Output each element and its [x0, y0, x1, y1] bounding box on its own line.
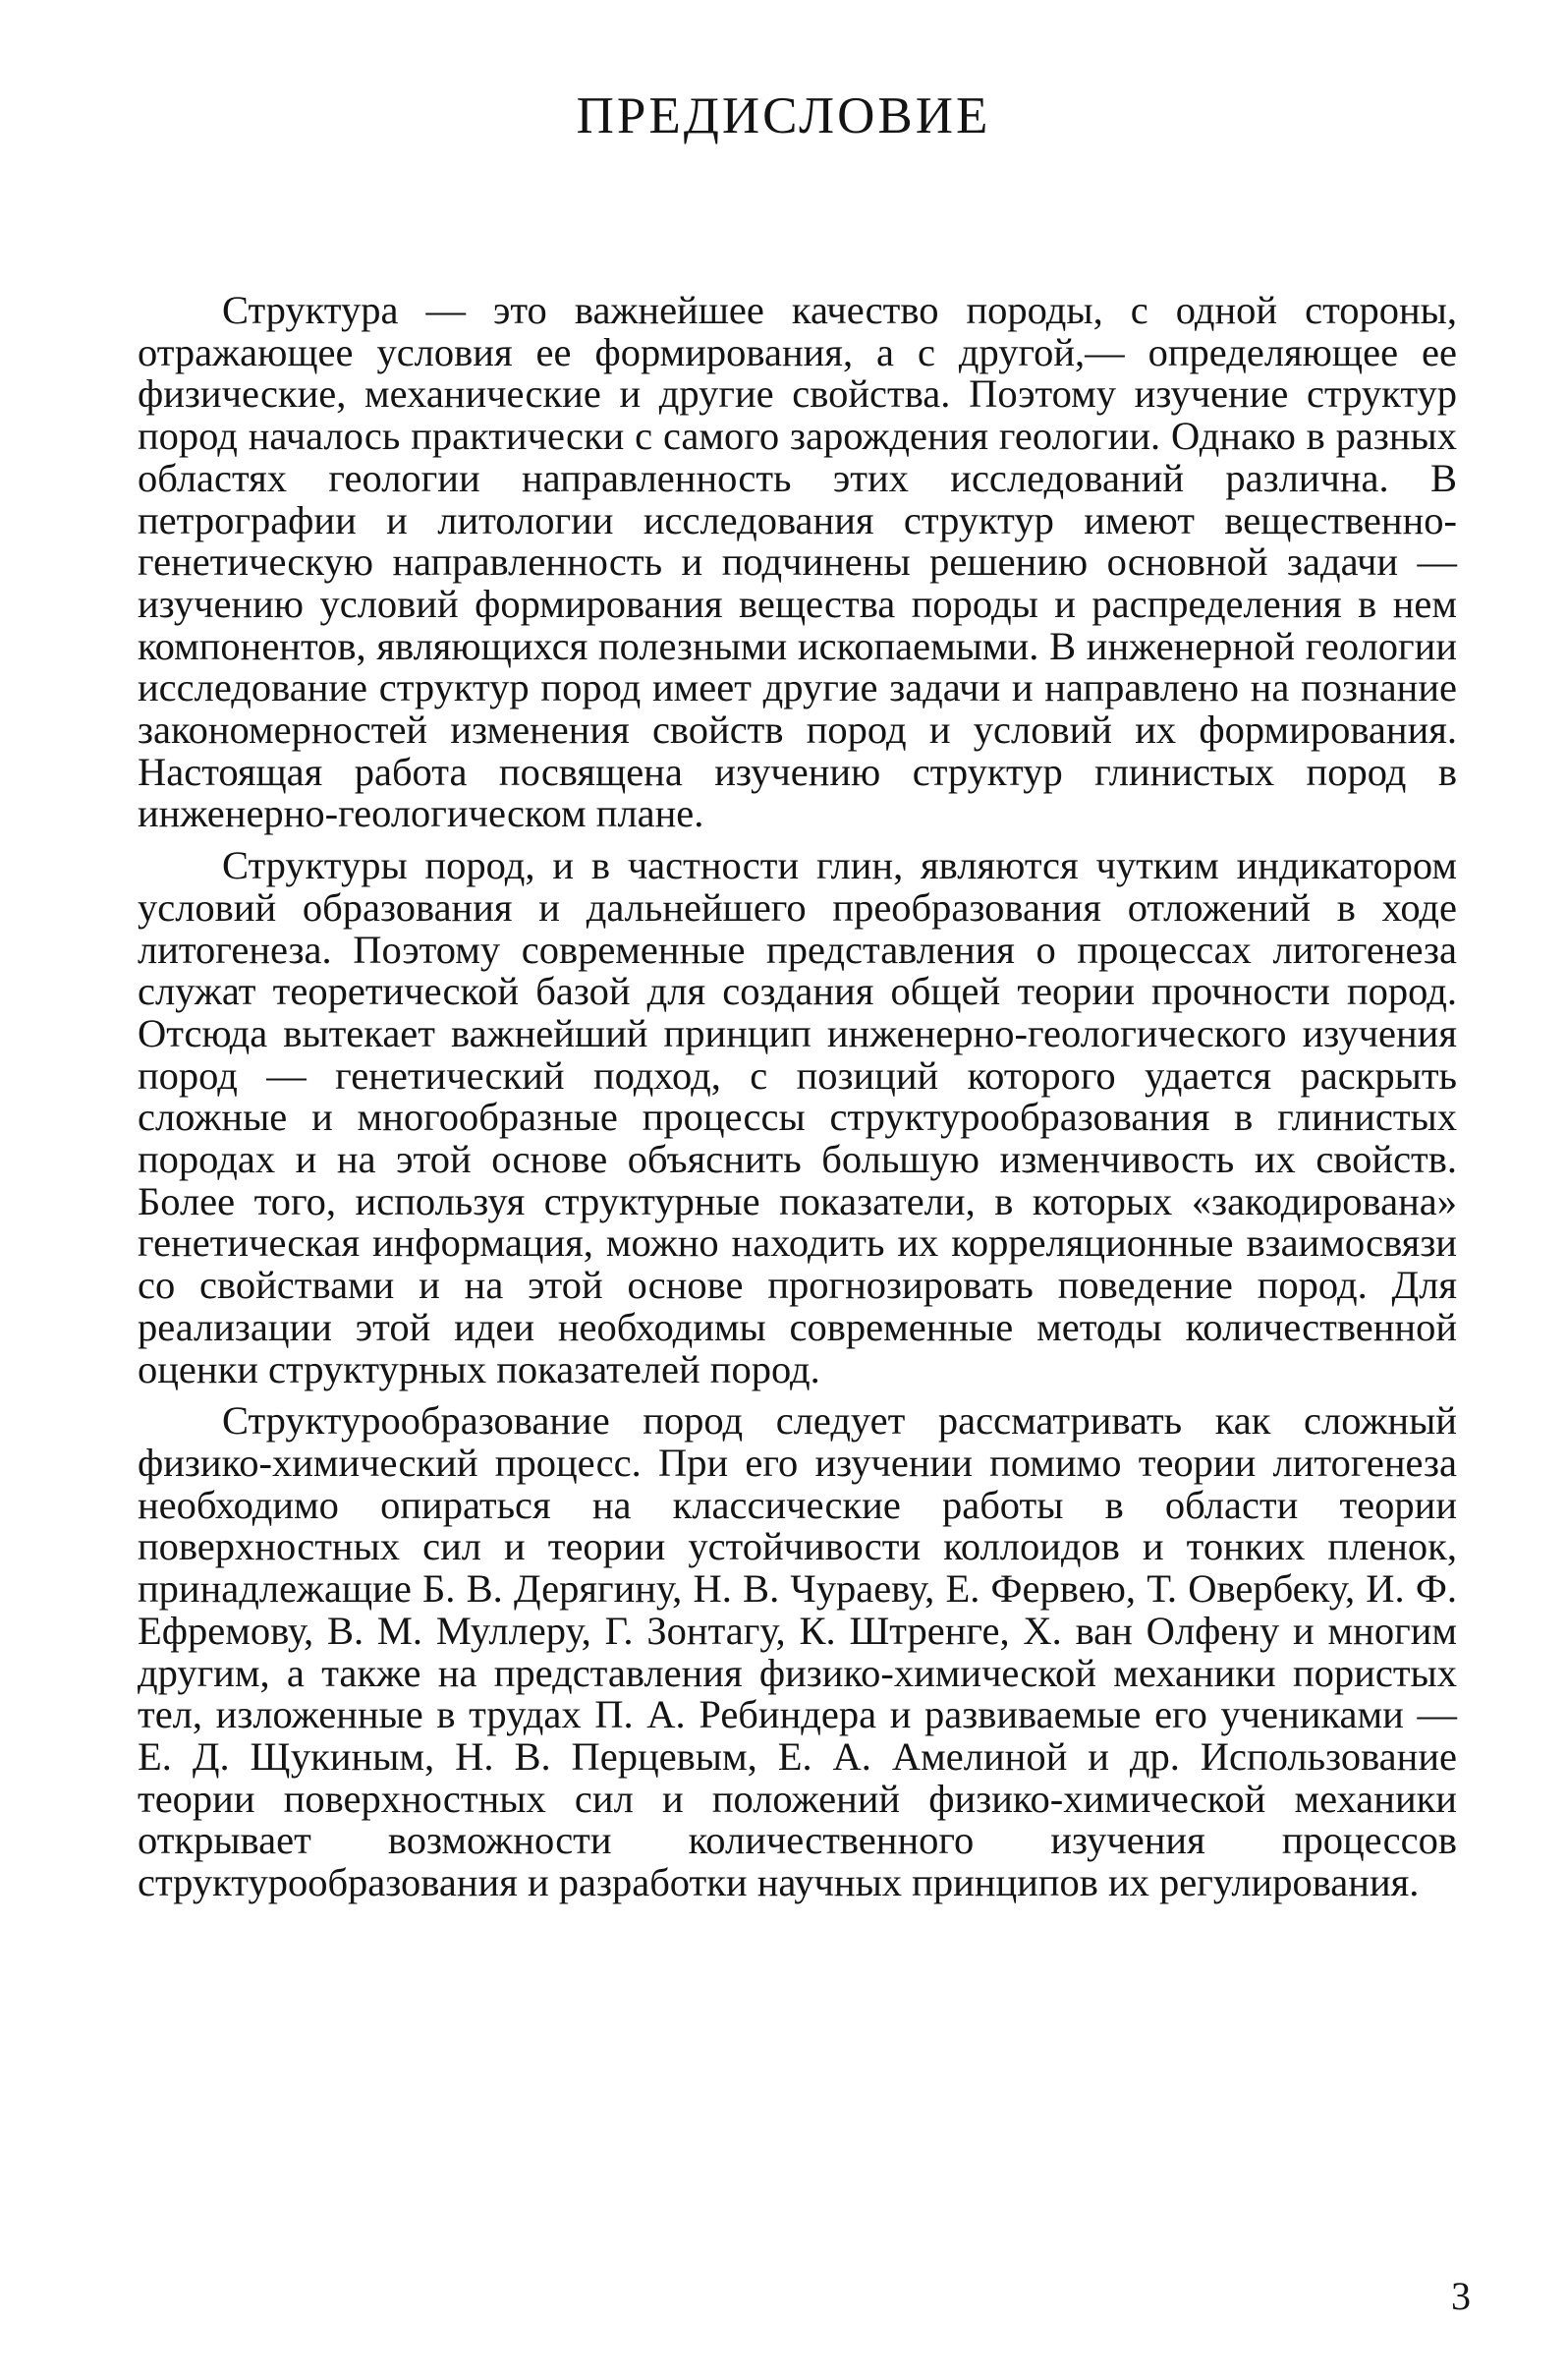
page-number: 3 — [1451, 2274, 1471, 2318]
paragraph: Структурообразование пород следует рассматривать как сложный физико-химический процесс. При его изучении помимо теории литогенеза необходимо опираться на классические работы в области теории поверхностных сил и теории устойчивости коллоидов и тонких пленок, принадлежащие Б. В. Дерягину, Н. В. Чураеву, Е. Фервею, Т. Овербеку, И. Ф. Ефремову, В. М. Муллеру, Г. Зонтагу, К. Штренге, Х. ван Олфену и многим другим, а также на представления физико-химической механики пористых тел, изложенные в трудах П. А. Ребиндера и развиваемые его учениками — Е. Д. Щукиным, Н. В. Перцевым, Е. А. Амелиной и др. Использование теории поверхностных сил и положений физико-химической механики открывает возможности количественного изучения процессов структурообразования и разработки научных принципов их регулирования. — [138, 1398, 1457, 1905]
paragraph: Структура — это важнейшее качество породы, с одной стороны, отражающее условия ее формирования, а с другой,— определяющее ее физические, механические и другие свойства. Поэтому изучение структур пород началось практически с самого зарождения геологии. Однако в разных областях геологии направленность этих исследований различна. В петрографии и литологии исследования структур имеют вещественно-генетическую направленность и подчинены решению основной задачи — изучению условий формирования вещества породы и распределения в нем компонентов, являющихся полезными ископаемыми. В инженерной геологии исследование структур пород имеет другие задачи и направлено на познание закономерностей изменения свойств пород и условий их формирования. Настоящая работа посвящена изучению структур глинистых пород в инженерно-геологическом плане. — [138, 288, 1457, 836]
body-text — [138, 290, 1457, 1904]
paragraph: Структуры пород, и в частности глин, являются чутким индикатором условий образования и дальнейшего преобразования отложений в ходе литогенеза. Поэтому современные представления о процессах литогенеза служат теоретической базой для создания общей теории прочности пород. Отсюда вытекает важнейший принцип инженерно-геологического изучения пород — генетический подход, с позиций которого удается раскрыть сложные и многообразные процессы структурообразования в глинистых породах и на этой основе объяснить большую изменчивость их свойств. Более того, используя структурные показатели, в которых «закодирована» генетическая информация, можно находить их корреляционные взаимосвязи со свойствами и на этой основе прогнозировать поведение пород. Для реализации этой идеи необходимы современные методы количественной оценки структурных показателей пород. — [138, 843, 1457, 1391]
page-title: ПРЕДИСЛОВИЕ — [576, 87, 991, 144]
